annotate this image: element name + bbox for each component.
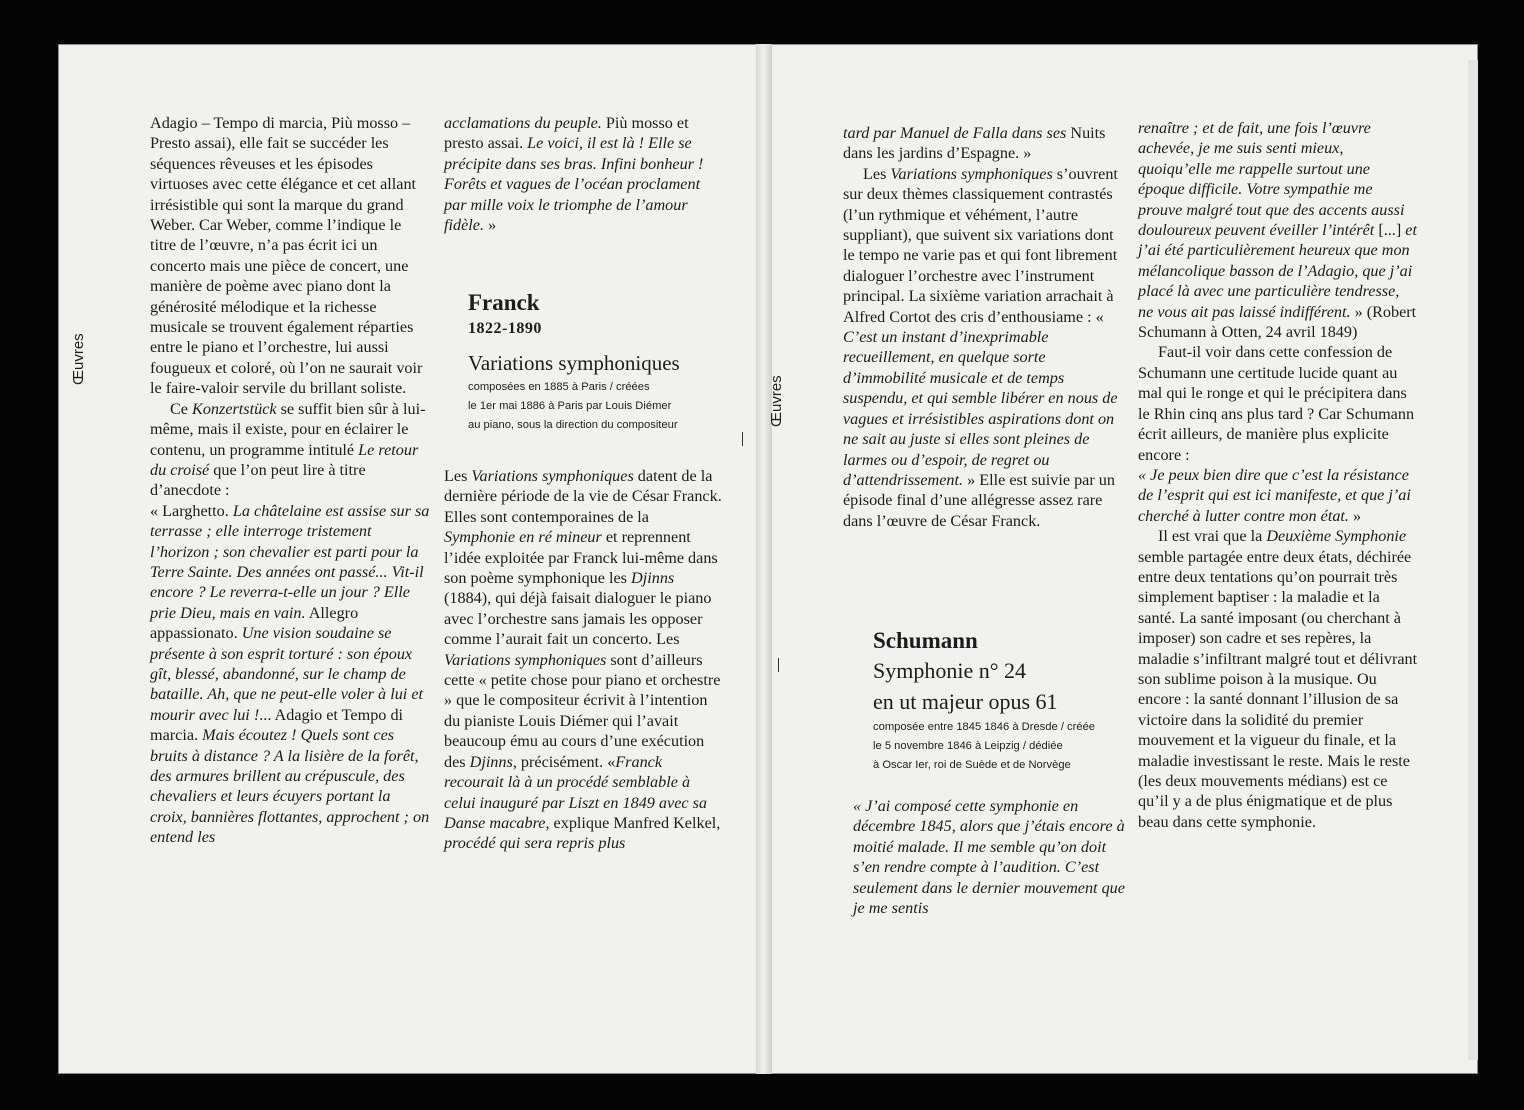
composer-dates: 1822-1890	[468, 320, 542, 337]
paragraph: Les Variations symphoniques s’ouvrent sur deux thèmes classiquement contrastés (l’un rythmique et véhément, l’autre suppliant), que suivent six variations dont le tempo ne varie pas et qui font librement dialoguer l’orchestre avec l’instrument principal. La sixième variation arrachait à Alfred Cortot des cris d’enthousiame : « C’est un instant d’inexprimable recueillement, en quelque sorte d’immobilité musicale et de temps suspendu, et qui semble libérer en nous de vagues et irrésistibles aspirations dont on ne sait au juste si elles sont pleines de larmes ou d’espoir, de regret ou d’attendrissement. » Elle est suivie par un épisode final d’une allégresse assez rare dans l’œuvre de César Franck.	[843, 164, 1118, 530]
paragraph: Les Variations symphoniques datent de la dernière période de la vie de César Franck. Elles sont contemporaines de la Symphonie en ré mineur et reprennent l’idée exploitée par Franck lui-même dans son poème symphonique les Djinns (1884), qui déjà faisait dialoguer le piano avec l’orchestre sans jamais les opposer comme l’aurait fait un concerto. Les Variations symphoniques sont d’ailleurs cette « petite chose pour piano et orchestre » que le compositeur écrivit à l’intention du pianiste Louis Diémer qui l’avait beaucoup ému au cours d’une exécution des Djinns, précisément. «Franck recourait là à un procédé semblable à celui inauguré par Liszt en 1849 avec sa Danse macabre, explique Manfred Kelkel, procédé qui sera repris plus	[444, 467, 722, 853]
section-label-left: Œuvres	[70, 333, 87, 385]
margin-mark	[778, 658, 779, 672]
paragraph: tard par Manuel de Falla dans ses Nuits dans les jardins d’Espagne. »	[843, 124, 1106, 163]
paragraph: Il est vrai que la Deuxième Symphonie semble partagée entre deux états, déchirée entre deux tentations qu’on pourrait très simplement baptiser : la maladie et la santé. La santé imposant (ou cherchant à imposer) son cadre et ses repères, la maladie s’infiltrant malgré tout et délivrant son sublime poison à la musique. Ou encore : la santé donnant l’illusion de sa victoire dans la solidité du premier mouvement et la vigueur du finale, et la maladie investissant le reste. Mais le reste (les deux mouvements médians) est ce qu’il y a de plus énigmatique et de plus beau dans cette symphonie.	[1138, 527, 1418, 831]
left-page-column-1	[150, 113, 430, 848]
composer-name: Franck	[468, 290, 540, 315]
work-title: Symphonie n° 24	[873, 658, 1027, 683]
work-title: en ut majeur opus 61	[873, 689, 1058, 714]
franck-heading-block	[468, 290, 738, 435]
book-gutter	[756, 44, 772, 1074]
paragraph: « Je peux bien dire que c’est la résistance de l’esprit qui est ici manifeste, et que j’ai cherché à lutter contre mon état. »	[1138, 465, 1411, 525]
schumann-quote: « J’ai composé cette symphonie en décembre 1845, alors que j’étais encore à moitié malade. Il me semble qu’on doit s’en rendre compte à l’audition. C’est seulement dans le dernier mouvement que je me sentis	[853, 797, 1125, 918]
work-meta: composée entre 1845 1846 à Dresde / créée le 5 novembre 1846 à Leipzig / dédiée à Oscar Ier, roi de Suède et de Norvège	[873, 721, 1096, 771]
work-meta: composées en 1885 à Paris / créées le 1er mai 1886 à Paris par Louis Diémer au piano, sous la direction du compositeur	[468, 381, 678, 431]
right-page-column-1	[843, 123, 1128, 531]
left-page-column-2	[444, 113, 724, 235]
paragraph: renaître ; et de fait, une fois l’œuvre achevée, je me suis senti mieux, quoiqu’elle me rappelle surtout une époque difficile. Votre sympathie me prouve malgré tout que des accents aussi douloureux peuvent éveiller l’intérêt [...] et j’ai été particulièrement heureux que mon mélancolique basson de l’Adagio, que j’ai placé là avec une particulière tendresse, ne vous ait pas laissé indifférent. » (Robert Schumann à Otten, 24 avril 1849)	[1138, 119, 1417, 342]
paragraph: Ce Konzertstück se suffit bien sûr à lui-même, mais il existe, pour en éclairer le contenu, un programme intitulé Le retour du croisé que l’on peut lire à titre d’anecdote :	[150, 399, 426, 500]
work-title: Variations symphoniques	[468, 351, 680, 375]
paragraph: Faut-il voir dans cette confession de Schumann une certitude lucide quant au mal qui le ronge et qui le précipitera dans le Rhin cinq ans plus tard ? Car Schumann écrit ailleurs, de manière plus explicite encore :	[1138, 343, 1415, 464]
schumann-heading-block	[873, 628, 1143, 775]
composer-name: Schumann	[873, 628, 978, 653]
page-edge	[1468, 60, 1478, 1060]
programme-quote: « Larghetto. La châtelaine est assise sur sa terrasse ; elle interroge tristement l’horizon ; son chevalier est parti pour la Terre Sainte. Des années ont passé... Vit-il encore ? Le reverra-t-elle un jour ? Elle prie Dieu, mais en vain. Allegro appassionato. Une vision soudaine se présente à son esprit torturé : son époux gît, blessé, abandonné, sur le champ de bataille. Ah, que ne peut-elle voler à lui et mourir avec lui !... Adagio et Tempo di marcia. Mais écoutez ! Quels sont ces bruits à distance ? A la lisière de la forêt, des armures brillent au crépuscule, des chevaliers et leurs écuyers portant la croix, bannières flottantes, approchent ; on entend les	[150, 501, 430, 847]
right-page-column-2	[1138, 118, 1418, 832]
franck-text	[444, 466, 724, 854]
paragraph: Adagio – Tempo di marcia, Più mosso – Presto assai), elle fait se succéder les séquences rêveuses et les épisodes virtuoses avec cette élégance et cet allant irrésistible qui sont la marque du grand Weber. Car Weber, comme l’indique le titre de l’œuvre, n’a pas écrit ici un concerto mais une pièce de concert, une manière de poème avec piano dont la générosité mélodique et la richesse musicale se trouvent également réparties entre le piano et l’orchestre, lui aussi fougueux et coloré, où l’on ne saurait voir le faire-valoir servile du brillant soliste.	[150, 114, 423, 398]
programme-quote-end: acclamations du peuple. Più mosso et presto assai. Le voici, il est là ! Elle se précipite dans ses bras. Infini bonheur ! Forêts et vagues de l’océan proclament par mille voix le triomphe de l’amour fidèle. »	[444, 114, 704, 235]
section-label-right: Œuvres	[768, 375, 785, 427]
margin-mark	[742, 432, 743, 446]
